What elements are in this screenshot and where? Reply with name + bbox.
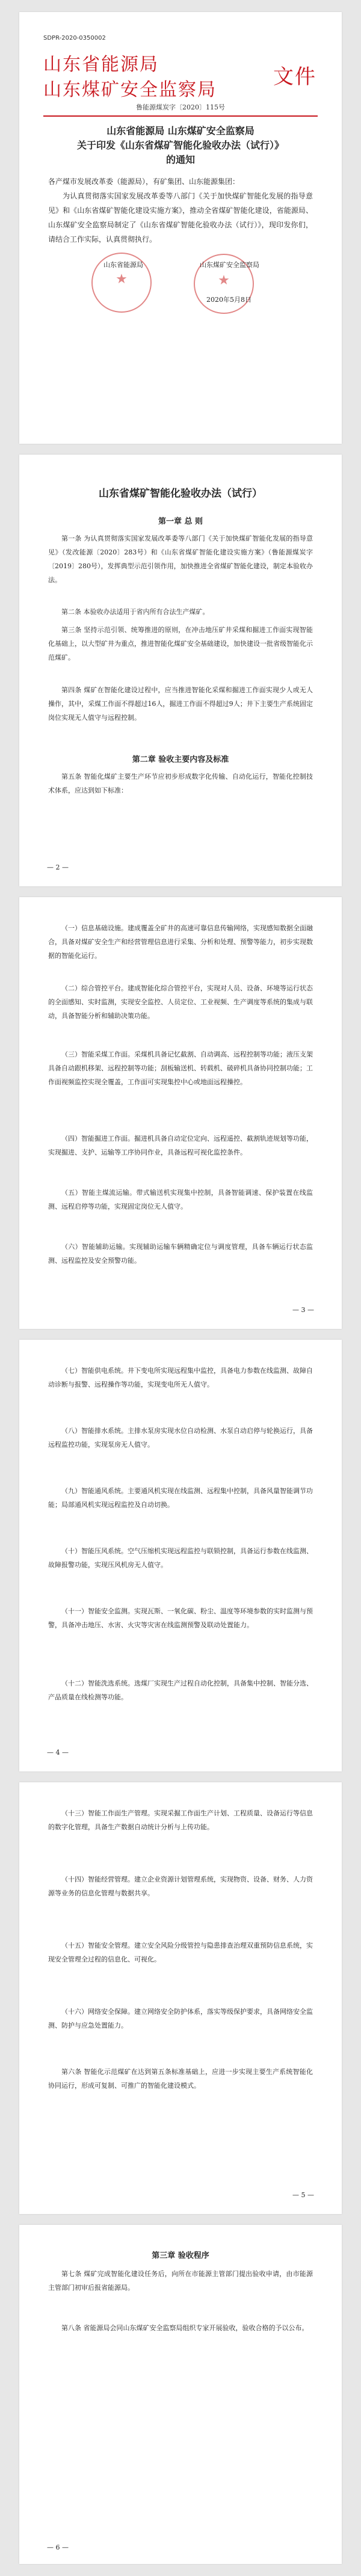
clause: 第七条 煤矿完成智能化建设任务后，向所在市能源主管部门提出验收申请，由市能源主管部门初审后报省能源局。	[48, 2270, 313, 2292]
page-number: — 3 —	[292, 1306, 314, 1314]
article-2: 第二条 本验收办法适用于省内所有合法生产煤矿。	[61, 608, 209, 616]
document-code: SDPR-2020-0350002	[43, 35, 106, 41]
clause: （八）智能排水系统。主排水泵房实现水位自动检测、水泵自动启停与轮换运行，具备远程监控功能，实现泵房无人值守。	[48, 1427, 313, 1449]
clause: （十三）智能工作面生产管理。实现采掘工作面生产计划、工程质量、设备运行等信息的数字化管理，具备生产数据自动统计分析与上传功能。	[48, 1809, 313, 1831]
title-line-3: 的通知	[165, 154, 195, 165]
chapter-2-heading: 第二章 验收主要内容及标准	[132, 755, 229, 764]
page-number: — 4 —	[47, 1749, 69, 1756]
clause: （五）智能主煤流运输。带式输送机实现集中控制，具备智能调速、保护装置在线监测、远程启停等功能，实现固定岗位无人值守。	[48, 1189, 313, 1210]
issuer-line-1: 山东省能源局	[43, 54, 159, 75]
notice-body: 为认真贯彻落实国家发展改革委等八部门《关于加快煤矿智能化发展的指导意见》和《山东省煤矿智能化建设实施方案》，推动全省煤矿智能化建设，省能源局、山东煤矿安全监察局制定了《山东省煤矿智能化验收办法（试行）》，现印发你们，请结合工作实际，认真贯彻执行。	[48, 192, 313, 244]
issue-date: 2020年5月8日	[206, 296, 251, 304]
article-5: 第五条 智能化煤矿主要生产环节应初步形成数字化传输、自动化运行，智能化控制技术体系，应达到如下标准：	[48, 773, 313, 794]
chapter-1-heading: 第一章 总 则	[158, 517, 203, 526]
clause: （三）智能采煤工作面。采煤机具备记忆截割、自动调高、远程控制等功能；液压支架具备自动跟机移架、远程控制等功能；刮板输送机、转载机、破碎机具备协同控制功能；工作面视频监控实现全覆盖，工作面可实现集控中心或地面远程操控。	[48, 1050, 313, 1086]
page-3	[19, 897, 342, 1329]
signature-coal-safety-bureau: 山东煤矿安全监察局	[200, 261, 259, 269]
issuer-line-2: 山东煤矿安全监察局	[43, 79, 217, 100]
article-3: 第三条 坚持示范引领、统筹推进的原则，在冲击地压矿井采煤和掘进工作面实现智能化基础上，以大型矿井为重点，推进智能化煤矿安全基础建设，加快建设一批省级智能化示范煤矿。	[48, 626, 313, 661]
article-1: 第一条 为认真贯彻落实国家发展改革委等八部门《关于加快煤矿智能化发展的指导意见》（发改能源〔2020〕283号）和《山东省煤矿智能化建设实施方案》（鲁能源煤炭字〔2019〕280号），发挥典型示范引领作用，加快推进全省煤矿智能化建设，制定本验收办法。	[48, 535, 313, 584]
chapter-3-heading: 第三章 验收程序	[152, 2251, 209, 2260]
page-5	[19, 1782, 342, 2214]
clause: （二）综合管控平台。建成智能化综合管控平台，实现对人员、设备、环境等运行状态的全面感知、实时监测，实现安全监控、人员定位、工业视频、生产调度等系统的集成与联动，具备智能分析和辅助决策功能。	[48, 984, 313, 1020]
clause: （一）信息基础设施。建成覆盖全矿井的高速可靠信息传输网络，实现感知数据全面融合，具备对煤矿安全生产和经营管理信息进行采集、分析和处理、预警等能力，初步实现数据的智能化运行。	[48, 924, 313, 960]
red-divider	[43, 115, 318, 117]
issuer-wenjian: 文件	[273, 65, 316, 89]
page-1	[19, 12, 342, 444]
page-number: — 5 —	[292, 2191, 314, 2199]
page-2	[19, 455, 342, 886]
clause: （九）智能通风系统。主要通风机实现在线监测、远程集中控制，具备风量智能调节功能；局部通风机实现远程监控及自动切换。	[48, 1487, 313, 1509]
seal-energy-bureau: ★	[91, 253, 152, 313]
clause: （六）智能辅助运输。实现辅助运输车辆精确定位与调度管理，具备车辆运行状态监测、远程监控及安全预警功能。	[48, 1243, 313, 1265]
clause: （十二）智能洗选系统。选煤厂实现生产过程自动化控制，具备集中控制、智能分选、产品质量在线检测等功能。	[48, 1679, 313, 1701]
clause: 第八条 省能源局会同山东煤矿安全监察局组织专家开展验收，验收合格的予以公布。	[61, 2324, 309, 2332]
clause: （十）智能压风系统。空气压缩机实现远程监控与联锁控制，具备运行参数在线监测、故障报警功能，实现压风机房无人值守。	[48, 1547, 313, 1569]
seal-coal-safety-bureau: ★	[194, 254, 254, 314]
title-line-1: 山东省能源局 山东煤矿安全监察局	[106, 125, 255, 136]
page-4	[19, 1340, 342, 1771]
official-seals	[19, 253, 342, 319]
clause: （七）智能供电系统。井下变电所实现远程集中监控，具备电力参数在线监测、故障自动诊断与报警、远程操作等功能，实现变电所无人值守。	[48, 1367, 313, 1388]
clause: （十六）网络安全保障。建立网络安全防护体系，落实等级保护要求，具备网络安全监测、防护与应急处置能力。	[48, 2008, 313, 2029]
clause: （十五）智能安全管理。建立安全风险分级管控与隐患排查治理双重预防信息系统，实现安全管理全过程的信息化、可视化。	[48, 1942, 313, 1963]
clause: （四）智能掘进工作面。掘进机具备自动定位定向、远程遥控、截割轨迹规划等功能，实现掘进、支护、运输等工序协同作业，具备远程可视化监控条件。	[48, 1135, 313, 1156]
clause: （十一）智能安全监测。实现瓦斯、一氧化碳、粉尘、温度等环境参数的实时监测与预警，具备冲击地压、水害、火灾等灾害在线监测预警及联动处置能力。	[48, 1607, 313, 1629]
clause: 第六条 智能化示范煤矿在达到第五条标准基础上，应进一步实现主要生产系统智能化协同运行，形成可复制、可推广的智能化建设模式。	[48, 2068, 313, 2090]
page-number: — 6 —	[47, 2544, 69, 2551]
page-6	[19, 2225, 342, 2564]
page-number: — 2 —	[47, 863, 69, 871]
document-number: 鲁能源煤炭字〔2020〕115号	[136, 103, 225, 111]
addressee: 各产煤市发展改革委（能源局），有矿集团、山东能源集团：	[48, 177, 240, 186]
measures-title: 山东省煤矿智能化验收办法（试行）	[99, 488, 262, 500]
signature-energy-bureau: 山东省能源局	[103, 261, 143, 269]
clause: （十四）智能经营管理。建立企业资源计划管理系统，实现物资、设备、财务、人力资源等业务的信息化管理与数据共享。	[48, 1875, 313, 1897]
article-4: 第四条 煤矿在智能化建设过程中，应当推进智能化采煤和掘进工作面实现少人或无人操作，其中，采煤工作面不得超过16人，掘进工作面不得超过9人；井下主要生产系统固定岗位实现无人值守与远程控制。	[48, 686, 313, 722]
title-line-2: 关于印发《山东省煤矿智能化验收办法（试行）》	[76, 140, 284, 151]
